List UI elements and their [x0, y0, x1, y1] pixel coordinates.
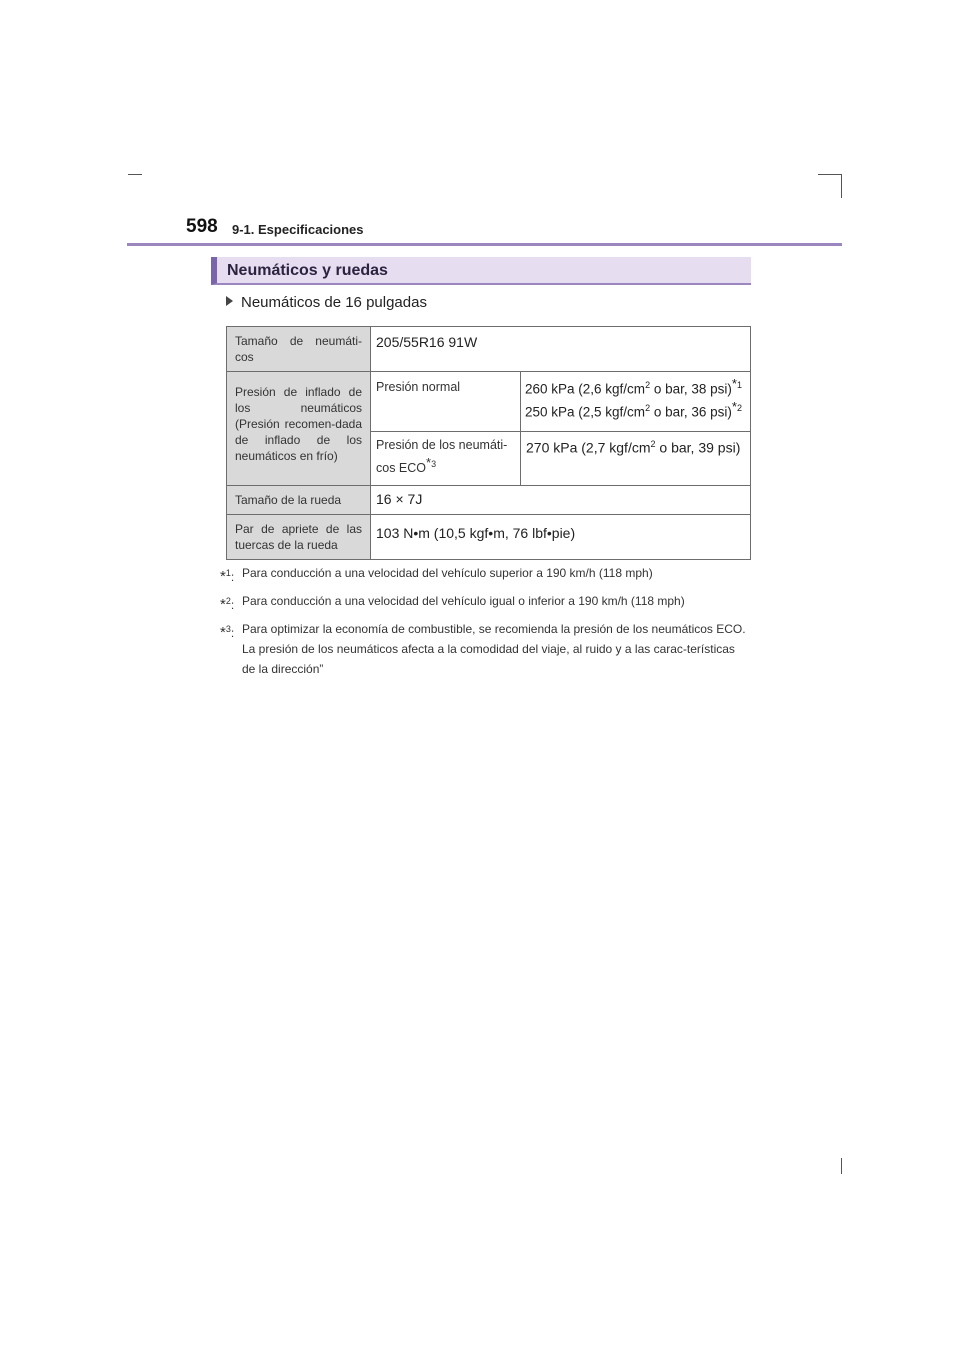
footnote-marker: *$^3$: [220, 624, 235, 641]
footnote-text: Para optimizar la economía de combustible, se recomienda la presión de los neumáticos ECO. La presión de los neumáticos afecta a la comodidad del viaje, al ruido y a las carac-terísticas de la dirección” [242, 622, 746, 676]
table-row [227, 515, 751, 560]
eco-pressure-label: Presión de los neumáti-cos ECO$^{*3}$ [371, 432, 521, 486]
footnote-marker: *$^1$: [220, 568, 235, 585]
footnote-text: Para conducción a una velocidad del vehículo igual o inferior a 190 km/h (118 mph) [242, 594, 685, 608]
inflation-label: Presión de inflado de los neumáticos (Presión recomen-dada de inflado de los neumáticos en frío) [227, 372, 371, 486]
normal-pressure-line-1: 260 kPa (2,6 kgf/$cm^2$ o bar, 38 psi)$^{*1}$ [525, 376, 742, 397]
table-row [227, 327, 751, 372]
torque-value: 103 N•m (10,5 kgf•m, 76 lbf•pie) [371, 515, 751, 560]
crop-mark-top-right-h [818, 174, 842, 175]
spec-table [226, 326, 751, 560]
tire-size-label: Tamaño de neumáti-cos [227, 327, 371, 372]
footnote [220, 591, 750, 615]
header-divider [127, 243, 842, 246]
eco-pressure-value: 270 kPa (2,7 kgf/$cm^2$ o bar, 39 psi) [521, 432, 751, 486]
wheel-size-label: Tamaño de la rueda [227, 486, 371, 515]
crop-mark-top-left [128, 174, 142, 175]
triangle-bullet-icon [226, 296, 233, 306]
footnote [220, 619, 750, 679]
breadcrumb: 9-1. Especificaciones [232, 222, 364, 237]
table-row [227, 372, 751, 432]
section-title: Neumáticos y ruedas [211, 257, 751, 285]
subheading [226, 294, 427, 311]
table-row [227, 486, 751, 515]
crop-mark-top-right-v [841, 174, 842, 198]
page-number: 598 [186, 216, 218, 237]
torque-label: Par de apriete de las tuercas de la rueda [227, 515, 371, 560]
normal-pressure-line-2: 250 kPa (2,5 kgf/$cm^2$ o bar, 36 psi)$^{*2}$ [525, 398, 742, 419]
subheading-text: Neumáticos de 16 pulgadas [241, 294, 427, 311]
tire-size-value: 205/55R16 91W [371, 327, 751, 372]
wheel-size-value: 16 × 7J [371, 486, 751, 515]
normal-pressure-label: Presión normal [371, 372, 521, 432]
footnote [220, 563, 750, 587]
footnote-text: Para conducción a una velocidad del vehículo superior a 190 km/h (118 mph) [242, 566, 653, 580]
crop-mark-bottom-right [841, 1158, 842, 1174]
footnote-marker: *$^2$: [220, 596, 235, 613]
normal-pressure-values [521, 372, 751, 432]
footnotes [220, 563, 750, 683]
